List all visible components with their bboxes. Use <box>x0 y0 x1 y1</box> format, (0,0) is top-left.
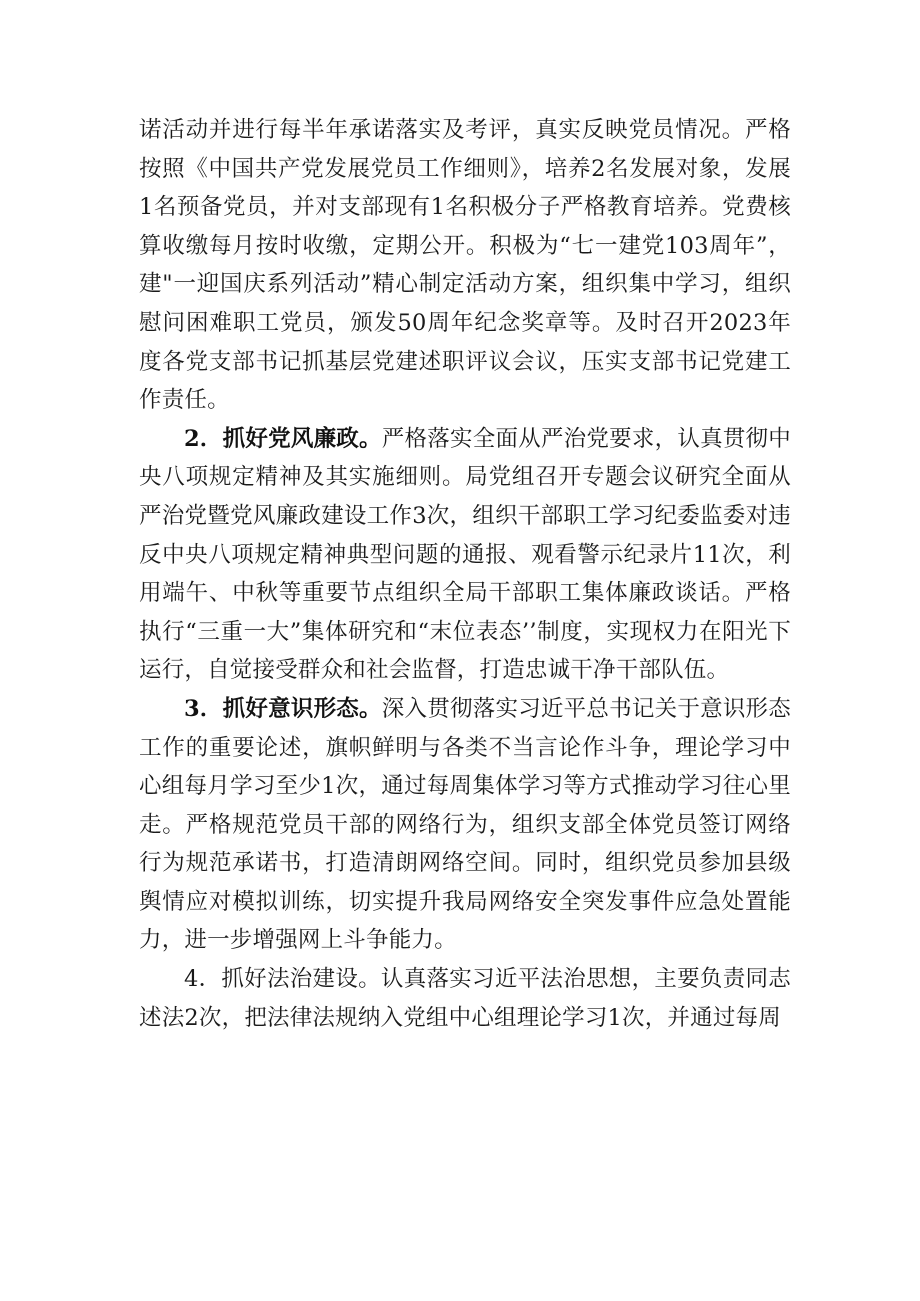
paragraph-text: 诺活动并进行每半年承诺落实及考评，真实反映党员情况。严格按照《中国共产党发展党员工作细则》，培养2名发展对象，发展1名预备党员，并对支部现有1名积极分子严格教育培养。党费核算收缴每月按时收缴，定期公开。积极为“七一建党103周年”，建"一迎国庆系列活动”精心制定活动方案，组织集中学习，组织慰问困难职工党员，颁发50周年纪念奖章等。及时召开2023年度各党支部书记抓基层党建述职评议会议，压实支部书记党建工作责任。 <box>139 117 791 414</box>
paragraph-clean-governance <box>139 420 791 690</box>
paragraph-party-building <box>139 111 791 420</box>
section-heading: 3．抓好意识形态。 <box>184 695 382 722</box>
paragraph-text: 4．抓好法治建设。认真落实习近平法治思想，主要负责同志述法2次，把法律法规纳入党组中心组理论学习1次，并通过每周 <box>139 966 791 1031</box>
paragraph-text: 严格落实全面从严治党要求，认真贯彻中央八项规定精神及其实施细则。局党组召开专题会议研究全面从严治党暨党风廉政建设工作3次，组织干部职工学习纪委监委对违反中央八项规定精神典型问题的通报、观看警示纪录片11次，利用端午、中秋等重要节点组织全局干部职工集体廉政谈话。严格执行“三重一大”集体研究和“末位表态’’制度，实现权力在阳光下运行，自觉接受群众和社会监督，打造忠诚干净干部队伍。 <box>139 425 791 684</box>
paragraph-text: 深入贯彻落实习近平总书记关于意识形态工作的重要论述，旗帜鲜明与各类不当言论作斗争，理论学习中心组每月学习至少1次，通过每周集体学习等方式推动学习往心里走。严格规范党员干部的网络行为，组织支部全体党员签订网络行为规范承诺书，打造清朗网络空间。同时，组织党员参加县级舆情应对模拟训练，切实提升我局网络安全突发事件应急处置能力，进一步增强网上斗争能力。 <box>139 695 791 954</box>
document-body <box>139 111 791 1037</box>
paragraph-rule-of-law <box>139 960 791 1037</box>
paragraph-ideology <box>139 690 791 960</box>
section-heading: 2．抓好党风廉政。 <box>184 425 382 452</box>
